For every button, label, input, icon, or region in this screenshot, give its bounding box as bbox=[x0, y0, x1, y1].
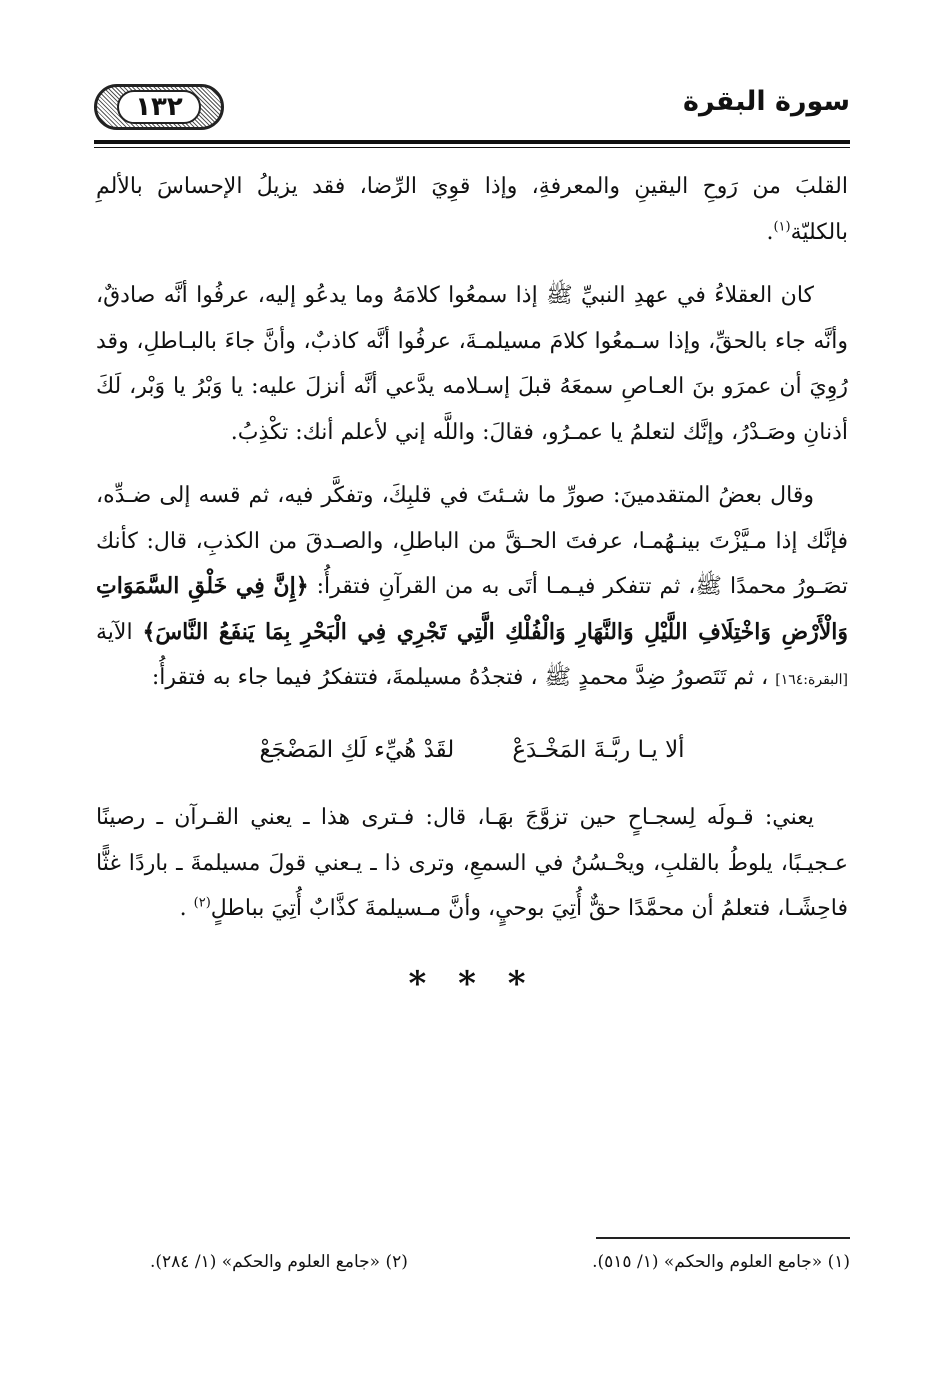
paragraph-3-text-a: وقال بعضُ المتقدمينَ: صورِّ ما شـئتَ في قلبِكَ، وتفكَّر فيه، ثم قسه إلى ضـدِّه، فإنَّك إذا مـيَّزْتَ بينـهُمـا، عرفتَ الحـقَّ من الباطلِ، والصـدقَ من الكذبِ، قال: كأنك تصَـورُ محمدًا ﷺ، ثم تتفكر فيـمـا أتَى به من القرآنِ فتقرأُ: bbox=[96, 483, 848, 599]
paragraph-3 bbox=[96, 473, 848, 704]
paragraph-3-text-c: ، ثم تَتَصورُ ضِدَّ محمدٍ ﷺ ، فتجدُهُ مسيلمةَ، فتتفكرُ فيما جاء به فتقرأُ: bbox=[151, 665, 769, 690]
footnote-2: (٢) «جامع العلوم والحكم» (١/ ٢٨٤). bbox=[150, 1252, 408, 1272]
verse-second-half: لقَدْ هُيِّء لَكِ المَضْجَعْ bbox=[259, 736, 455, 763]
paragraph-1-end: . bbox=[766, 219, 774, 245]
footnote-rule bbox=[596, 1237, 850, 1239]
section-separator: * * * bbox=[408, 963, 536, 1004]
quran-verse: ﴿إِنَّ فِي خَلْقِ السَّمَوَاتِ وَالْأَرْضِ وَاخْتِلَافِ اللَّيْلِ وَالنَّهَارِ وَالْفُلْكِ الَّتِي تَجْرِي فِي الْبَحْرِ بِمَا يَنفَعُ النَّاسَ﴾ bbox=[96, 573, 849, 645]
main-text bbox=[96, 164, 848, 1007]
paragraph-4-end: . bbox=[179, 896, 194, 921]
verse-first-half: ألا يـا ربَّـةَ المَخْـدَعْ bbox=[512, 736, 685, 763]
footnote-1: (١) «جامع العلوم والحكم» (١/ ٥١٥). bbox=[592, 1252, 850, 1272]
header-rule-thick bbox=[94, 140, 850, 144]
paragraph-4-text: يعني: قـولَه لِسجـاحٍ حين تزوَّجَ بهَـا، قال: فـترى هذا ـ يعني القـرآن ـ رصينًا عـجيـبًا، يلوطُ بالقلبِ، ويحْـسُنُ في السمعِ، وترى ذا ـ يـعني قولَ مسيلمةَ ـ باردًا غثًّا فاحِشًـا، فتعلمُ أن محمَّدًا حقٌّ أُتِيَ بوحيٍ، وأنَّ مـسيلمةَ كذَّابٌ أُتِيَ بباطلٍ bbox=[96, 805, 848, 921]
paragraph-2: كان العقلاءُ في عهدِ النبيِّ ﷺ إذا سمعُوا كلامَهُ وما يدعُو إليه، عرفُوا أنَّه صادقٌ، وأنَّه جاء بالحقِّ، وإذا سـمعُوا كلامَ مسيلمـةَ، عرفُوا أنَّه كاذبٌ، وأنَّ جاءَ بالبـاطلِ، وقد رُوِيَ أن عمرَو بنَ العـاصِ سمعَهُ قبلَ إسـلامه يدَّعي أنَّه أنزلَ عليه: يا وَبْرُ يا وَبْر، لَكَ أذنانِ وصَـدْرُ، وإنَّك لتعلمُ يا عمـرُو، فقالَ: واللَّه إني لأعلم أنك: تكْذِبُ. bbox=[96, 283, 848, 445]
header-rule-thin bbox=[94, 147, 850, 148]
footnote-ref-2: (٢) bbox=[193, 895, 211, 911]
paragraph-1 bbox=[96, 164, 848, 255]
footnotes bbox=[150, 1252, 850, 1272]
surah-title: سورة البقرة bbox=[683, 86, 850, 117]
paragraph-3-text-b: الآية bbox=[96, 619, 133, 645]
page-header bbox=[94, 84, 850, 150]
paragraph-4 bbox=[96, 795, 848, 932]
page-number: ١٣٢ bbox=[117, 90, 201, 124]
poetry-verse bbox=[96, 728, 848, 774]
paragraph-1-text: القلبَ من رَوحِ اليقينِ والمعرفةِ، وإذا قوِيَ الرِّضا، فقد يزيلُ الإحساسَ بالألمِ بالكليّة bbox=[96, 174, 848, 245]
footnote-ref-1: (١) bbox=[773, 219, 791, 235]
quran-reference: [البقرة:١٦٤] bbox=[775, 672, 848, 688]
page-number-badge bbox=[94, 84, 224, 130]
